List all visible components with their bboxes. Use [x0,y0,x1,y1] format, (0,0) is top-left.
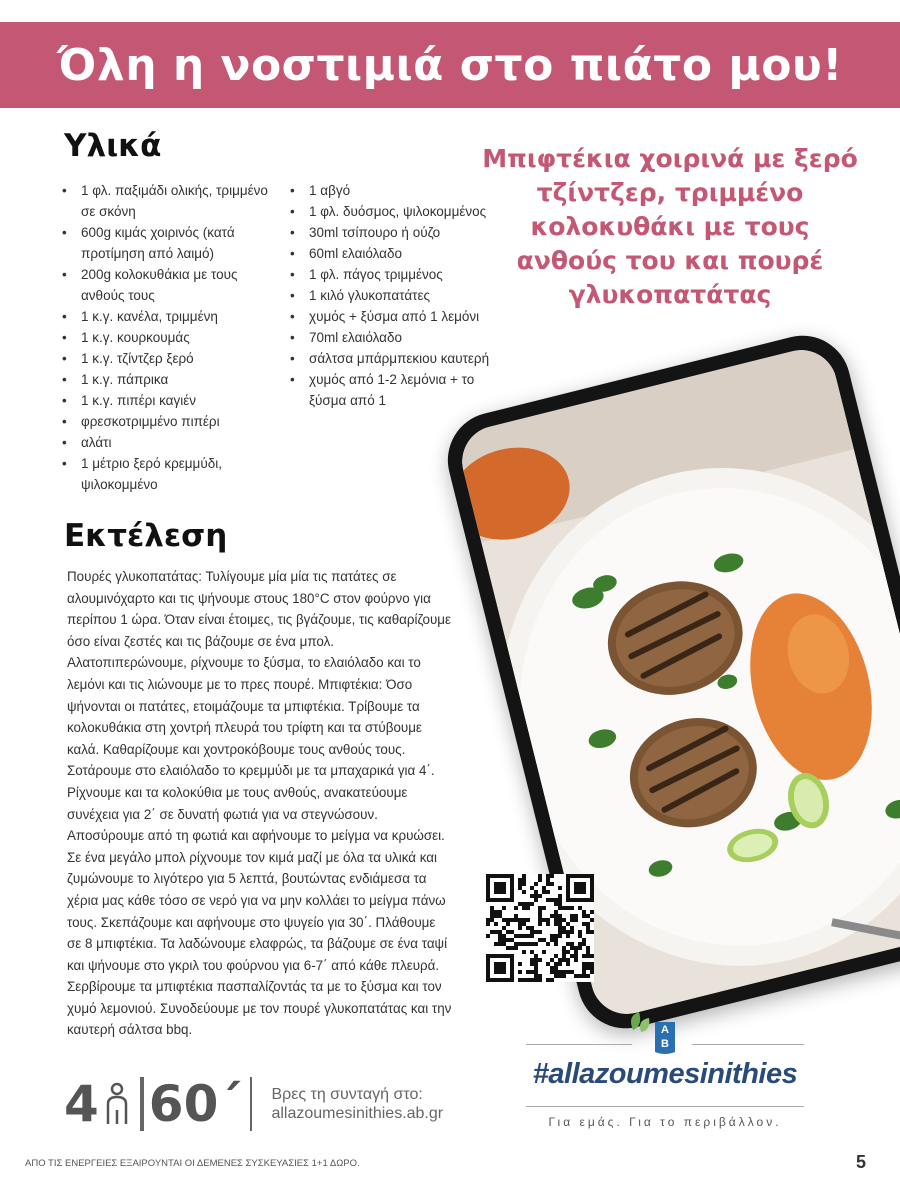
logo-badge-bottom: Β [661,1038,669,1050]
campaign-hashtag: #allazoumesinithies [532,1058,798,1090]
ingredient-item: • 200g κολοκυθάκια με τους ανθούς τους [60,264,282,306]
ingredient-item: • 30ml τσίπουρο ή ούζο [288,222,510,243]
page-number: 5 [856,1152,867,1172]
footer-disclaimer: ΑΠΟ ΤΙΣ ΕΝΕΡΓΕΙΕΣ ΕΞΑΙΡΟΥΝΤΑΙ ΟΙ ΔΕΜΕΝΕΣ ΣΥΣΚΕΥΑΣΙΕΣ 1+1 ΔΩΡΟ. [25,1158,360,1169]
ingredient-item: • χυμός + ξύσμα από 1 λεμόνι [288,306,510,327]
find-recipe-label: Βρες τη συνταγή στο: [271,1086,423,1103]
ingredient-item: • 1 κιλό γλυκοπατάτες [288,285,510,306]
find-recipe [271,1085,443,1123]
logo-rule-right [692,1044,804,1045]
person-icon [103,1082,131,1126]
ingredient-item: • 70ml ελαιόλαδο [288,327,510,348]
qr-code[interactable] [486,874,594,982]
ingredient-item: • 1 κ.γ. κανέλα, τριμμένη [60,306,282,327]
method-heading: Εκτέλεση [64,518,228,554]
ingredients-list-right [288,180,510,411]
ingredient-item: • 1 κ.γ. πάπρικα [60,369,282,390]
ingredient-item: • αλάτι [60,432,282,453]
recipe-stats [64,1074,443,1134]
ingredient-item: • σάλτσα μπάρμπεκιου καυτερή [288,348,510,369]
logo-rule-bottom [526,1106,804,1107]
ingredient-item: • 60ml ελαιόλαδο [288,243,510,264]
ingredient-item: • χυμός από 1-2 λεμόνια + το ξύσμα από 1 [288,369,510,411]
ingredients-heading: Υλικά [64,128,162,164]
ingredient-item: • 1 κ.γ. τζίντζερ ξερό [60,348,282,369]
ingredient-item: • 1 φλ. δυόσμος, ψιλοκομμένος [288,201,510,222]
stats-divider-thin [250,1077,252,1131]
ingredient-item: • 1 κ.γ. κουρκουμάς [60,327,282,348]
method-text: Πουρές γλυκοπατάτας: Τυλίγουμε μία μία τις πατάτες σε αλουμινόχαρτο και τις ψήνουμε στους 180°C στον φούρνο για περίπου 1 ώρα. Όταν είναι έτοιμες, τις βγάζουμε, τις καθαρίζουμε όσο είναι ζεστές και τις βάζουμε σε ένα μπολ. Αλατοπιπερώνουμε, ρίχνουμε το ξύσμα, το ελαιόλαδο και το λεμόνι και τις λιώνουμε με το πρες πουρέ. Μπιφτέκια: Όσο ψήνονται οι πατάτες, ετοιμάζουμε τα μπιφτέκια. Τρίβουμε τα κολοκυθάκια στη χοντρή πλευρά του τρίφτη και τα στύβουμε καλά. Καθαρίζουμε και χοντροκόβουμε τους ανθούς τους. Σοτάρουμε στο ελαιόλαδο το κρεμμύδι με τα μπαχαρικά για 4΄. Ρίχνουμε και τα κολοκύθια με τους ανθούς, ανακατεύουμε συνέχεια για 2΄ σε δυνατή φωτιά για να στεγνώσουν. Αποσύρουμε από τη φωτιά και αφήνουμε το μείγμα να κρυώσει. Σε ένα μεγάλο μπολ ρίχνουμε τον κιμά μαζί με όλα τα υλικά και ζυμώνουμε το λιγότερο για 5 λεπτά, βουτώντας ενδιάμεσα τα χέρια μας κάθε τόσο σε νερό για να μην κολλάει το μείγμα πάνω τους. Σκεπάζουμε και αφήνουμε στο ψυγείο για 30΄. Πλάθουμε σε 8 μπιφτέκια. Τα λαδώνουμε ελαφρώς, τα βάζουμε σε ένα ταψί και ψήνουμε στο γκριλ του φούρνου για 6-7΄ από κάθε πλευρά. Σερβίρουμε τα μπιφτέκια πασπαλίζοντάς τα με το ξύσμα και τον χυμό λεμονιού. Συνοδεύουμε με τον πουρέ γλυκοπατάτας και την καυτερή σάλτσα bbq. [67,569,452,1038]
ingredients-list-left [60,180,282,495]
ingredient-item: • 1 μέτριο ξερό κρεμμύδι, ψιλοκομμένο [60,453,282,495]
logo-rule-left [526,1044,632,1045]
qr-code-pattern [486,874,594,982]
recipe-website-link[interactable]: allazoumesinithies.ab.gr [271,1105,444,1122]
ingredient-item: • 1 κ.γ. πιπέρι καγιέν [60,390,282,411]
ingredient-item: • φρεσκοτριμμένο πιπέρι [60,411,282,432]
ingredient-item: • 1 αβγό [288,180,510,201]
recipe-title: Μπιφτέκια χοιρινά με ξερό τζίντζερ, τριμμένο κολοκυθάκι με τους ανθούς του και πουρέ γλυκοπατάτας [482,144,858,309]
page-title: Όλη η νοστιμιά στο πιάτο μου! [57,39,843,91]
servings-count: 4 [64,1075,99,1133]
header-banner [0,22,900,108]
ingredient-item: • 1 φλ. παξιμάδι ολικής, τριμμένο σε σκόνη [60,180,282,222]
ingredient-item: • 600g κιμάς χοιρινός (κατά προτίμηση από λαιμό) [60,222,282,264]
prep-time: 60΄ [148,1075,241,1133]
stats-divider [140,1077,144,1131]
campaign-tagline: Για εμάς. Για το περιβάλλον. [548,1115,782,1129]
logo-badge-top: Α [661,1024,669,1036]
ingredient-item: • 1 φλ. πάγος τριμμένος [288,264,510,285]
